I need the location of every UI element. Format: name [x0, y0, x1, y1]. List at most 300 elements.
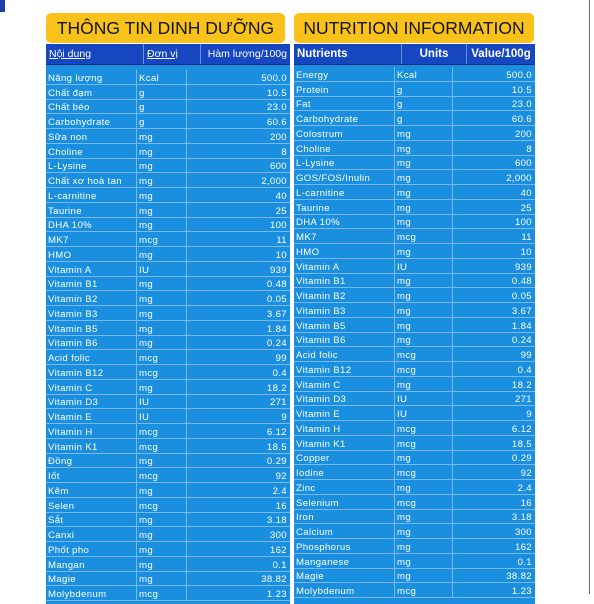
- nutrient-value: 16: [453, 495, 535, 510]
- nutrient-value: 0.1: [187, 557, 290, 572]
- nutrient-value: 2.4: [187, 483, 290, 498]
- nutrient-value: 100: [187, 218, 290, 233]
- table-row: [294, 510, 535, 525]
- nutrient-value: 939: [187, 262, 290, 277]
- nutrient-name: Choline: [294, 141, 395, 156]
- nutrient-value: 500.0: [187, 70, 290, 85]
- table-row: [46, 188, 290, 203]
- nutrient-unit: mcg: [137, 586, 187, 601]
- nutrient-name: Năng lượng: [46, 70, 137, 85]
- nutrient-name: Đồng: [46, 454, 137, 469]
- nutrient-value: 10: [453, 244, 535, 259]
- nutrient-name: Phosphorus: [294, 539, 395, 554]
- nutrient-value: 0.1: [453, 554, 535, 569]
- nutrient-name: MK7: [46, 232, 137, 247]
- nutrient-value: 600: [187, 159, 290, 174]
- nutrient-unit: mg: [395, 539, 453, 554]
- nutrient-unit: mg: [137, 306, 187, 321]
- nutrient-unit: mg: [137, 159, 187, 174]
- nutrient-name: Vitamin E: [46, 409, 137, 424]
- table-row: [294, 347, 535, 362]
- vn-header-name: Nội dung: [46, 44, 144, 64]
- nutrient-name: DHA 10%: [294, 215, 395, 230]
- nutrient-unit: Kcal: [137, 70, 187, 85]
- nutrient-name: Carbohydrate: [46, 114, 137, 129]
- nutrient-name: Vitamin D3: [294, 392, 395, 407]
- nutrient-value: 0.4: [453, 362, 535, 377]
- nutrient-name: Vitamin A: [294, 259, 395, 274]
- table-row: [294, 406, 535, 421]
- table-row: [294, 480, 535, 495]
- nutrient-unit: mg: [137, 454, 187, 469]
- nutrient-unit: g: [137, 85, 187, 100]
- nutrient-name: Calcium: [294, 524, 395, 539]
- table-row: [46, 232, 290, 247]
- corner-marker: [0, 0, 5, 12]
- nutrient-name: Vitamin B1: [294, 274, 395, 289]
- nutrient-name: Phốt pho: [46, 542, 137, 557]
- nutrient-unit: mg: [395, 524, 453, 539]
- table-row: [46, 439, 290, 454]
- nutrient-value: 99: [453, 347, 535, 362]
- table-row: [294, 524, 535, 539]
- nutrient-unit: mg: [137, 277, 187, 292]
- nutrient-value: 0.24: [187, 336, 290, 351]
- nutrient-name: Vitamin B1: [46, 277, 137, 292]
- nutrient-value: 9: [453, 406, 535, 421]
- table-row: [46, 395, 290, 410]
- nutrient-name: Mangan: [46, 557, 137, 572]
- nutrient-value: 0.24: [453, 333, 535, 348]
- table-row: [46, 203, 290, 218]
- nutrient-name: Iốt: [46, 468, 137, 483]
- nutrient-unit: mg: [395, 554, 453, 569]
- nutrient-value: 300: [453, 524, 535, 539]
- nutrient-name: Sắt: [46, 513, 137, 528]
- nutrient-value: 60.6: [187, 114, 290, 129]
- nutrient-unit: IU: [137, 395, 187, 410]
- nutrient-name: Selen: [46, 498, 137, 513]
- nutrient-unit: mg: [137, 336, 187, 351]
- nutrient-name: HMO: [46, 247, 137, 262]
- table-row: [46, 527, 290, 542]
- nutrient-unit: g: [395, 97, 453, 112]
- table-row: [46, 454, 290, 469]
- nutrient-value: 3.18: [453, 510, 535, 525]
- nutrient-name: Fat: [294, 97, 395, 112]
- nutrient-name: Kẽm: [46, 483, 137, 498]
- table-row: [294, 583, 535, 598]
- nutrient-name: Molybdenum: [294, 583, 395, 598]
- nutrient-name: Copper: [294, 451, 395, 466]
- nutrient-name: Vitamin B5: [46, 321, 137, 336]
- en-header-unit: Units: [402, 44, 467, 64]
- table-row: [46, 498, 290, 513]
- nutrient-value: 18.5: [187, 439, 290, 454]
- nutrient-unit: mcg: [137, 365, 187, 380]
- nutrient-unit: mg: [395, 288, 453, 303]
- nutrient-unit: g: [137, 100, 187, 115]
- nutrient-value: 0.4: [187, 365, 290, 380]
- table-row: [294, 318, 535, 333]
- nutrient-value: 939: [453, 259, 535, 274]
- nutrient-name: Choline: [46, 144, 137, 159]
- table-row: [294, 111, 535, 126]
- table-row: [294, 333, 535, 348]
- nutrient-name: Vitamin C: [46, 380, 137, 395]
- page-edge-line: [589, 0, 590, 594]
- table-row: [294, 274, 535, 289]
- nutrient-value: 300: [187, 527, 290, 542]
- nutrient-unit: mg: [395, 200, 453, 215]
- nutrient-unit: mg: [395, 569, 453, 584]
- table-row: [46, 144, 290, 159]
- nutrient-name: Vitamin K1: [46, 439, 137, 454]
- nutrient-name: Sữa non: [46, 129, 137, 144]
- nutrient-name: Selenium: [294, 495, 395, 510]
- table-row: [46, 306, 290, 321]
- nutrient-name: Colostrum: [294, 126, 395, 141]
- nutrient-value: 0.48: [453, 274, 535, 289]
- vn-header-value: Hàm lượng/100g: [207, 48, 287, 60]
- table-row: [294, 156, 535, 171]
- nutrient-name: Zinc: [294, 480, 395, 495]
- table-row: [294, 436, 535, 451]
- nutrient-unit: mcg: [137, 468, 187, 483]
- nutrient-unit: IU: [395, 406, 453, 421]
- nutrient-name: Vitamin A: [46, 262, 137, 277]
- nutrient-name: Vitamin B3: [294, 303, 395, 318]
- nutrient-unit: mcg: [137, 498, 187, 513]
- nutrient-value: 18.2: [453, 377, 535, 392]
- table-row: [46, 70, 290, 85]
- table-row: [46, 173, 290, 188]
- table-row: [46, 129, 290, 144]
- nutrient-unit: g: [137, 114, 187, 129]
- nutrient-unit: mg: [395, 451, 453, 466]
- en-nutrition-table: [294, 44, 535, 604]
- nutrient-value: 0.05: [453, 288, 535, 303]
- nutrient-unit: mcg: [137, 350, 187, 365]
- nutrient-value: 1.84: [453, 318, 535, 333]
- table-row: [46, 409, 290, 424]
- table-row: [46, 365, 290, 380]
- en-header-value: Value/100g: [471, 48, 531, 60]
- table-row: [294, 229, 535, 244]
- table-row: [46, 321, 290, 336]
- nutrient-value: 16: [187, 498, 290, 513]
- nutrient-unit: mg: [137, 380, 187, 395]
- nutrient-value: 10.5: [187, 85, 290, 100]
- table-row: [46, 262, 290, 277]
- table-row: [46, 100, 290, 115]
- table-row: [294, 465, 535, 480]
- nutrient-unit: mg: [137, 483, 187, 498]
- table-row: [294, 185, 535, 200]
- nutrient-value: 23.0: [187, 100, 290, 115]
- nutrient-unit: mcg: [395, 229, 453, 244]
- nutrient-unit: mg: [395, 333, 453, 348]
- nutrient-unit: mg: [395, 303, 453, 318]
- nutrient-value: 38.82: [453, 569, 535, 584]
- nutrient-unit: mg: [137, 173, 187, 188]
- nutrient-unit: mcg: [137, 232, 187, 247]
- nutrient-value: 0.05: [187, 291, 290, 306]
- nutrient-unit: Kcal: [395, 67, 453, 82]
- nutrient-value: 6.12: [453, 421, 535, 436]
- nutrient-unit: mg: [395, 215, 453, 230]
- table-row: [46, 114, 290, 129]
- nutrient-value: 11: [453, 229, 535, 244]
- nutrient-name: Carbohydrate: [294, 111, 395, 126]
- nutrient-value: 8: [453, 141, 535, 156]
- nutrient-value: 1.23: [453, 583, 535, 598]
- nutrient-value: 200: [187, 129, 290, 144]
- nutrient-unit: mg: [137, 527, 187, 542]
- nutrient-name: Magie: [294, 569, 395, 584]
- nutrient-name: Molybdenum: [46, 586, 137, 601]
- table-row: [46, 572, 290, 587]
- nutrient-unit: mg: [137, 188, 187, 203]
- nutrient-unit: mg: [137, 291, 187, 306]
- nutrient-name: Vitamin B2: [294, 288, 395, 303]
- table-row: [46, 483, 290, 498]
- nutrient-unit: mg: [395, 126, 453, 141]
- nutrient-value: 40: [187, 188, 290, 203]
- en-header-name: Nutrients: [294, 44, 402, 64]
- nutrient-value: 271: [453, 392, 535, 407]
- nutrient-value: 18.2: [187, 380, 290, 395]
- nutrient-unit: mg: [395, 156, 453, 171]
- vn-nutrition-table: [46, 44, 290, 604]
- nutrient-value: 25: [453, 200, 535, 215]
- table-row: [46, 542, 290, 557]
- table-row: [294, 141, 535, 156]
- nutrient-unit: mg: [395, 274, 453, 289]
- nutrient-value: 200: [453, 126, 535, 141]
- nutrient-name: DHA 10%: [46, 218, 137, 233]
- nutrient-value: 11: [187, 232, 290, 247]
- table-row: [294, 82, 535, 97]
- nutrient-unit: mg: [137, 144, 187, 159]
- table-row: [294, 303, 535, 318]
- table-row: [46, 468, 290, 483]
- nutrient-name: Vitamin H: [294, 421, 395, 436]
- table-row: [294, 451, 535, 466]
- en-table-body: [294, 65, 535, 598]
- nutrient-unit: mcg: [395, 362, 453, 377]
- nutrient-unit: mcg: [137, 424, 187, 439]
- nutrient-unit: mg: [137, 129, 187, 144]
- vn-table-body: [46, 65, 290, 601]
- nutrient-unit: IU: [395, 392, 453, 407]
- nutrient-unit: mcg: [395, 347, 453, 362]
- nutrient-name: Vitamin E: [294, 406, 395, 421]
- nutrient-value: 500.0: [453, 67, 535, 82]
- nutrient-unit: mg: [137, 557, 187, 572]
- table-row: [294, 392, 535, 407]
- table-row: [46, 350, 290, 365]
- nutrient-name: Iodine: [294, 465, 395, 480]
- nutrient-value: 92: [187, 468, 290, 483]
- nutrient-unit: mg: [137, 218, 187, 233]
- nutrient-unit: mg: [395, 480, 453, 495]
- en-table-header: [294, 44, 535, 65]
- nutrient-value: 3.67: [187, 306, 290, 321]
- nutrient-name: Canxi: [46, 527, 137, 542]
- nutrient-value: 1.23: [187, 586, 290, 601]
- vn-header-unit: Đơn vị: [144, 44, 201, 64]
- nutrient-unit: mcg: [395, 421, 453, 436]
- nutrient-value: 92: [453, 465, 535, 480]
- nutrient-value: 6.12: [187, 424, 290, 439]
- table-row: [46, 291, 290, 306]
- nutrient-name: Vitamin B6: [46, 336, 137, 351]
- nutrient-value: 0.29: [187, 454, 290, 469]
- nutrient-value: 10.5: [453, 82, 535, 97]
- table-row: [294, 126, 535, 141]
- nutrient-unit: mcg: [395, 436, 453, 451]
- table-row: [46, 247, 290, 262]
- nutrient-name: MK7: [294, 229, 395, 244]
- nutrient-value: 100: [453, 215, 535, 230]
- table-row: [294, 170, 535, 185]
- nutrient-value: 23.0: [453, 97, 535, 112]
- nutrient-unit: mg: [395, 510, 453, 525]
- nutrient-value: 271: [187, 395, 290, 410]
- table-row: [46, 424, 290, 439]
- table-row: [294, 539, 535, 554]
- nutrient-unit: mg: [395, 170, 453, 185]
- table-row: [294, 67, 535, 82]
- nutrient-name: Acid folic: [294, 347, 395, 362]
- table-row: [294, 495, 535, 510]
- nutrient-unit: mcg: [395, 495, 453, 510]
- nutrient-name: Vitamin B5: [294, 318, 395, 333]
- nutrient-value: 162: [453, 539, 535, 554]
- nutrient-value: 600: [453, 156, 535, 171]
- nutrient-value: 9: [187, 409, 290, 424]
- vn-table-header: [46, 44, 290, 65]
- nutrient-value: 2,000: [453, 170, 535, 185]
- table-row: [46, 557, 290, 572]
- nutrient-name: Acid folic: [46, 350, 137, 365]
- nutrient-name: Protein: [294, 82, 395, 97]
- nutrient-name: Magie: [46, 572, 137, 587]
- table-row: [294, 288, 535, 303]
- nutrient-name: L-Lysine: [46, 159, 137, 174]
- table-row: [294, 259, 535, 274]
- nutrient-unit: mg: [395, 141, 453, 156]
- nutrient-name: Vitamin B12: [46, 365, 137, 380]
- nutrient-value: 25: [187, 203, 290, 218]
- nutrient-unit: mg: [137, 513, 187, 528]
- nutrient-name: Chất đạm: [46, 85, 137, 100]
- table-row: [294, 97, 535, 112]
- nutrient-value: 18.5: [453, 436, 535, 451]
- nutrient-name: Manganese: [294, 554, 395, 569]
- nutrient-name: Vitamin K1: [294, 436, 395, 451]
- table-row: [294, 215, 535, 230]
- nutrient-value: 0.29: [453, 451, 535, 466]
- nutrient-unit: mg: [137, 572, 187, 587]
- nutrient-value: 99: [187, 350, 290, 365]
- table-row: [46, 277, 290, 292]
- nutrient-unit: mg: [137, 203, 187, 218]
- nutrient-name: Taurine: [46, 203, 137, 218]
- table-row: [294, 421, 535, 436]
- en-title-banner: [294, 13, 534, 43]
- nutrient-value: 38.82: [187, 572, 290, 587]
- nutrient-unit: IU: [395, 259, 453, 274]
- nutrient-unit: mg: [137, 542, 187, 557]
- table-row: [294, 362, 535, 377]
- nutrient-value: 10: [187, 247, 290, 262]
- table-row: [294, 244, 535, 259]
- table-row: [46, 380, 290, 395]
- nutrient-name: Vitamin D3: [46, 395, 137, 410]
- nutrient-name: Vitamin C: [294, 377, 395, 392]
- nutrient-value: 3.67: [453, 303, 535, 318]
- table-row: [46, 513, 290, 528]
- nutrient-value: 1.84: [187, 321, 290, 336]
- table-row: [294, 569, 535, 584]
- nutrient-value: 40: [453, 185, 535, 200]
- nutrient-name: Taurine: [294, 200, 395, 215]
- nutrient-value: 3.18: [187, 513, 290, 528]
- table-row: [46, 85, 290, 100]
- nutrient-unit: g: [395, 111, 453, 126]
- vn-title-text: THÔNG TIN DINH DƯỠNG: [56, 17, 275, 38]
- nutrient-name: Energy: [294, 67, 395, 82]
- nutrient-name: Vitamin B6: [294, 333, 395, 348]
- nutrient-name: L-Lysine: [294, 156, 395, 171]
- nutrient-name: Vitamin H: [46, 424, 137, 439]
- nutrient-unit: mg: [395, 318, 453, 333]
- table-row: [46, 218, 290, 233]
- table-row: [294, 554, 535, 569]
- nutrient-value: 2,000: [187, 173, 290, 188]
- nutrient-name: Vitamin B2: [46, 291, 137, 306]
- nutrient-unit: IU: [137, 262, 187, 277]
- table-row: [294, 377, 535, 392]
- en-title-text: NUTRITION INFORMATION: [303, 17, 525, 38]
- nutrient-unit: mg: [137, 321, 187, 336]
- nutrient-name: L-carnitine: [294, 185, 395, 200]
- nutrient-unit: mg: [395, 377, 453, 392]
- nutrient-unit: mcg: [137, 439, 187, 454]
- nutrient-name: Iron: [294, 510, 395, 525]
- nutrient-name: GOS/FOS/Inulin: [294, 170, 395, 185]
- nutrient-name: L-carnitine: [46, 188, 137, 203]
- nutrient-name: Vitamin B12: [294, 362, 395, 377]
- nutrient-name: Chất xơ hoà tan: [46, 173, 137, 188]
- nutrient-unit: IU: [137, 409, 187, 424]
- table-row: [46, 159, 290, 174]
- table-row: [46, 336, 290, 351]
- nutrient-name: HMO: [294, 244, 395, 259]
- nutrient-unit: mcg: [395, 583, 453, 598]
- nutrient-name: Chất béo: [46, 100, 137, 115]
- vn-title-banner: [46, 13, 285, 43]
- nutrient-value: 2.4: [453, 480, 535, 495]
- nutrient-unit: mg: [395, 185, 453, 200]
- nutrient-value: 0.48: [187, 277, 290, 292]
- table-row: [294, 200, 535, 215]
- nutrient-name: Vitamin B3: [46, 306, 137, 321]
- nutrient-value: 162: [187, 542, 290, 557]
- nutrient-unit: mcg: [395, 465, 453, 480]
